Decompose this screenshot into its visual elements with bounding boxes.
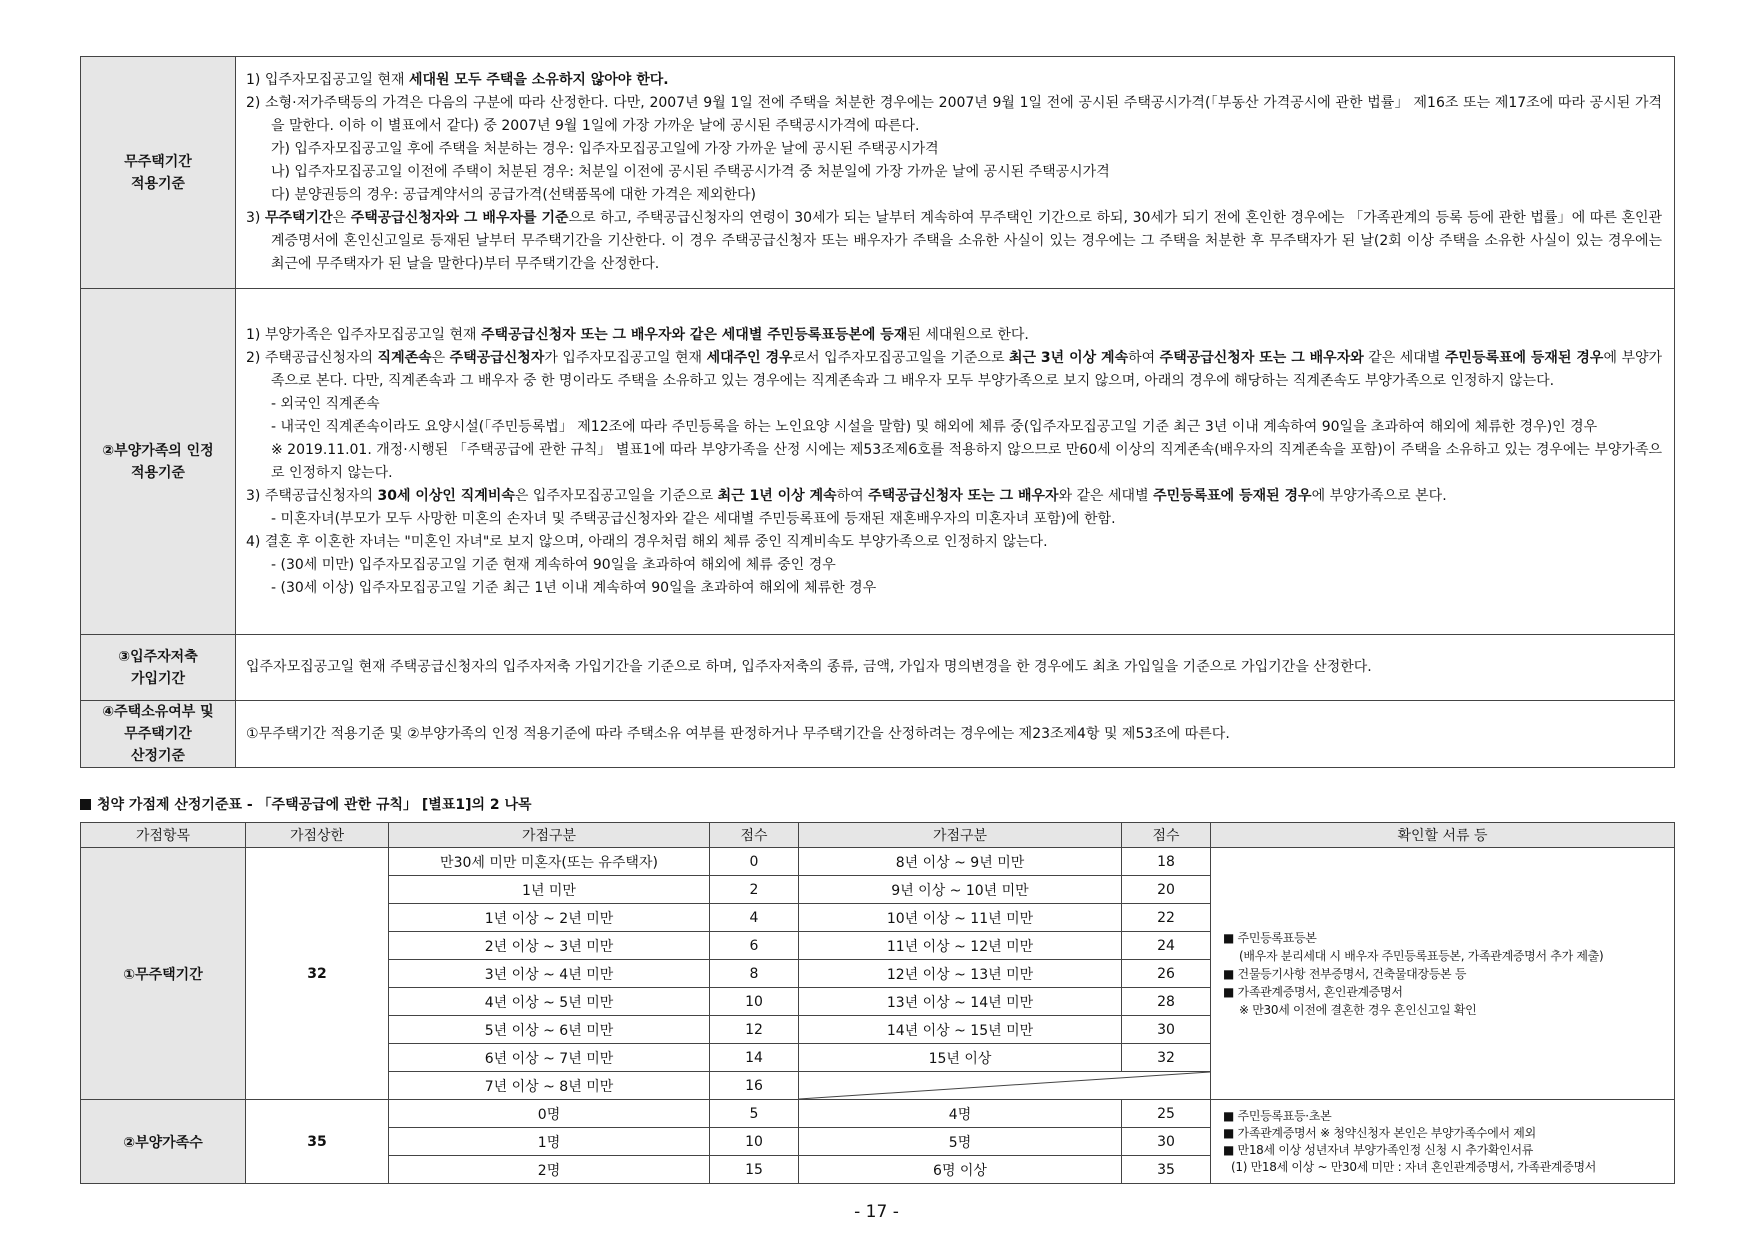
criteria-row-dependents: [81, 289, 1675, 635]
table-row: ②부양가족수 35 0명 5 4명 25 ■ 주민등록표등·초본 ■ 가족관계증명서 ※ 청약신청자 본인은 부양가족수에서 제외 ■ 만18세 이상 성년자녀 부양가족인정 신청 시 추가확인서류 (1) 만18세 이상 ~ 만30세 미만 : 자녀 혼인관계증명서, 가족관계증명서: [81, 1100, 1675, 1128]
table-row: 3년 이상 ~ 4년 미만 8 12년 이상 ~ 13년 미만 26: [81, 960, 1675, 988]
dependents-max: 35: [246, 1100, 389, 1184]
criteria-label-dependents: ②부양가족의 인정 적용기준: [81, 289, 236, 635]
criteria-line: 2) 소형·저가주택등의 가격은 다음의 구분에 따라 산정한다. 다만, 2007년 9월 1일 전에 주택을 처분한 경우에는 2007년 9월 1일 전에 공시된 주택공시가격(「부동산 가격공시에 관한 법률」 제16조 또는 제17조에 따라 공시된 가격을 말한다. 이하 이 별표에서 같다) 중 2007년 9월 1일에 가장 가까운 날에 공시된 주택공시가격에 따른다.: [246, 95, 1662, 134]
header-item: 가점항목: [81, 823, 246, 848]
header-range-1: 가점구분: [389, 823, 710, 848]
homeless-max: 32: [246, 848, 389, 1100]
criteria-line: 가) 입주자모집공고일 후에 주택을 처분하는 경우: 입주자모집공고일에 가장 가까운 날에 공시된 주택공시가격: [271, 141, 939, 157]
criteria-content-savings: 입주자모집공고일 현재 주택공급신청자의 입주자저축 가입기간을 기준으로 하며, 입주자저축의 종류, 금액, 가입자 명의변경을 한 경우에도 최초 가입일을 기준으로 가입기간을 산정한다.: [236, 635, 1675, 701]
dependents-docs: ■ 주민등록표등·초본 ■ 가족관계증명서 ※ 청약신청자 본인은 부양가족수에서 제외 ■ 만18세 이상 성년자녀 부양가족인정 신청 시 추가확인서류 (1) 만18세 이상 ~ 만30세 미만 : 자녀 혼인관계증명서, 가족관계증명서: [1211, 1100, 1675, 1184]
criteria-label-homeless: 무주택기간 적용기준: [81, 57, 236, 289]
table-row: 6년 이상 ~ 7년 미만 14 15년 이상 32: [81, 1044, 1675, 1072]
header-max: 가점상한: [246, 823, 389, 848]
table-row: ①무주택기간 32 만30세 미만 미혼자(또는 유주택자) 0 8년 이상 ~ 9년 미만 18 ■ 주민등록표등본 (배우자 분리세대 시 배우자 주민등록표등본, 가족관계증명서 추가 제출) ■ 건물등기사항 전부증명서, 건축물대장등본 등 ■ 가족관계증명서, 혼인관계증명서 ※ 만30세 이전에 결혼한 경우 혼인신고일 확인: [81, 848, 1675, 876]
table-row: 1년 이상 ~ 2년 미만 4 10년 이상 ~ 11년 미만 22: [81, 904, 1675, 932]
criteria-line: 3) 주택공급신청자의 30세 이상인 직계비속은 입주자모집공고일을 기준으로 최근 1년 이상 계속하여 주택공급신청자 또는 그 배우자와 같은 세대별 주민등록표에 등재된 경우에 부양가족으로 본다.: [246, 487, 1447, 504]
criteria-line: 다) 분양권등의 경우: 공급계약서의 공급가격(선택품목에 대한 가격은 제외한다): [271, 187, 757, 203]
criteria-label-ownership: ④주택소유여부 및 무주택기간 산정기준: [81, 701, 236, 768]
diagonal-line: [799, 1072, 1210, 1099]
empty-diagonal-cell: [799, 1072, 1211, 1100]
criteria-line: 2) 주택공급신청자의 직계존속은 주택공급신청자가 입주자모집공고일 현재 세대주인 경우로서 입주자모집공고일을 기준으로 최근 3년 이상 계속하여 주택공급신청자 또는 그 배우자와 같은 세대별 주민등록표에 등재된 경우에 부양가족으로 본다. 다만, 직계존속과 그 배우자 중 한 명이라도 주택을 소유하고 있는 경우에는 직계존속과 그 배우자 모두 부양가족으로 보지 않으며, 아래의 경우에 해당하는 직계존속도 부양가족으로 인정하지 않는다.: [246, 349, 1663, 389]
header-score-1: 점수: [710, 823, 799, 848]
criteria-line: 4) 결혼 후 이혼한 자녀는 "미혼인 자녀"로 보지 않으며, 아래의 경우처럼 해외 체류 중인 직계비속도 부양가족으로 인정하지 않는다.: [246, 533, 1048, 550]
table-row: 5년 이상 ~ 6년 미만 12 14년 이상 ~ 15년 미만 30: [81, 1016, 1675, 1044]
criteria-content-ownership: ①무주택기간 적용기준 및 ②부양가족의 인정 적용기준에 따라 주택소유 여부를 판정하거나 무주택기간을 산정하려는 경우에는 제23조제4항 및 제53조에 따른다.: [236, 701, 1675, 768]
criteria-row-homeless: [81, 57, 1675, 289]
criteria-line: 1) 부양가족은 입주자모집공고일 현재 주택공급신청자 또는 그 배우자와 같은 세대별 주민등록표등본에 등재된 세대원으로 한다.: [246, 326, 1029, 343]
table-row: 4년 이상 ~ 5년 미만 10 13년 이상 ~ 14년 미만 28: [81, 988, 1675, 1016]
score-header-row: [81, 823, 1675, 848]
score-table: [80, 822, 1675, 1184]
criteria-label-savings: ③입주자저축 가입기간: [81, 635, 236, 701]
table-row: 1명 10 5명 30: [81, 1128, 1675, 1156]
criteria-row-savings: [81, 635, 1675, 701]
homeless-item: ①무주택기간: [81, 848, 246, 1100]
criteria-line: ※ 2019.11.01. 개정·시행된 「주택공급에 관한 규칙」 별표1에 따라 부양가족을 산정 시에는 제53조제6호를 적용하지 않으므로 만60세 이상의 직계존속(배우자의 직계존속을 포함)이 주택을 소유하고 있는 경우에는 부양가족으로 인정하지 않는다.: [271, 441, 1662, 481]
header-score-2: 점수: [1122, 823, 1211, 848]
criteria-line: - 내국인 직계존속이라도 요양시설(「주민등록법」 제12조에 따라 주민등록을 하는 노인요양 시설을 말함) 및 해외에 체류 중(입주자모집공고일 기준 최근 3년 이내 계속하여 90일을 초과하여 해외에 체류한 경우)인 경우: [271, 418, 1598, 435]
criteria-table: [80, 56, 1675, 768]
table-row: 7년 이상 ~ 8년 미만 16: [81, 1072, 1675, 1100]
dependents-item: ②부양가족수: [81, 1100, 246, 1184]
criteria-line: - 미혼자녀(부모가 모두 사망한 미혼의 손자녀 및 주택공급신청자와 같은 세대별 주민등록표에 등재된 재혼배우자의 미혼자녀 포함)에 한함.: [271, 510, 1116, 527]
document-page: [80, 56, 1675, 1184]
criteria-line: 1) 입주자모집공고일 현재 세대원 모두 주택을 소유하지 않아야 한다.: [246, 72, 669, 88]
page-number: - 17 -: [854, 1202, 899, 1222]
criteria-line: - 외국인 직계존속: [271, 395, 380, 412]
criteria-content-dependents: [236, 289, 1675, 635]
header-docs: 확인할 서류 등: [1211, 823, 1675, 848]
table-row: 2년 이상 ~ 3년 미만 6 11년 이상 ~ 12년 미만 24: [81, 932, 1675, 960]
criteria-content-homeless: [236, 57, 1675, 289]
homeless-docs: ■ 주민등록표등본 (배우자 분리세대 시 배우자 주민등록표등본, 가족관계증명서 추가 제출) ■ 건물등기사항 전부증명서, 건축물대장등본 등 ■ 가족관계증명서, 혼인관계증명서 ※ 만30세 이전에 결혼한 경우 혼인신고일 확인: [1211, 848, 1675, 1100]
criteria-line: - (30세 이상) 입주자모집공고일 기준 최근 1년 이내 계속하여 90일을 초과하여 해외에 체류한 경우: [271, 579, 877, 596]
criteria-line: 나) 입주자모집공고일 이전에 주택이 처분된 경우: 처분일 이전에 공시된 주택공시가격 중 처분일에 가장 가까운 날에 공시된 주택공시가격: [271, 164, 1110, 180]
criteria-line: 3) 무주택기간은 주택공급신청자와 그 배우자를 기준으로 하고, 주택공급신청자의 연령이 30세가 되는 날부터 계속하여 무주택인 기간으로 하되, 30세가 되기 전에 혼인한 경우에는 「가족관계의 등록 등에 관한 법률」에 따른 혼인관계증명서에 혼인신고일로 등재된 날부터 무주택기간을 기산한다. 이 경우 주택공급신청자 또는 배우자가 주택을 소유한 사실이 있는 경우에는 그 주택을 처분한 후 무주택자가 된 날(2회 이상 주택을 소유한 사실이 있는 경우에는 최근에 무주택자가 된 날을 말한다)부터 무주택기간을 산정한다.: [246, 210, 1663, 272]
square-bullet-icon: [80, 799, 91, 810]
criteria-row-ownership: [81, 701, 1675, 768]
header-range-2: 가점구분: [799, 823, 1122, 848]
table-row: 2명 15 6명 이상 35: [81, 1156, 1675, 1184]
criteria-line: - (30세 미만) 입주자모집공고일 기준 현재 계속하여 90일을 초과하여 해외에 체류 중인 경우: [271, 556, 836, 573]
table-row: 1년 미만 2 9년 이상 ~ 10년 미만 20: [81, 876, 1675, 904]
section-title: 청약 가점제 산정기준표 - 「주택공급에 관한 규칙」 [별표1]의 2 나목: [80, 794, 1675, 814]
